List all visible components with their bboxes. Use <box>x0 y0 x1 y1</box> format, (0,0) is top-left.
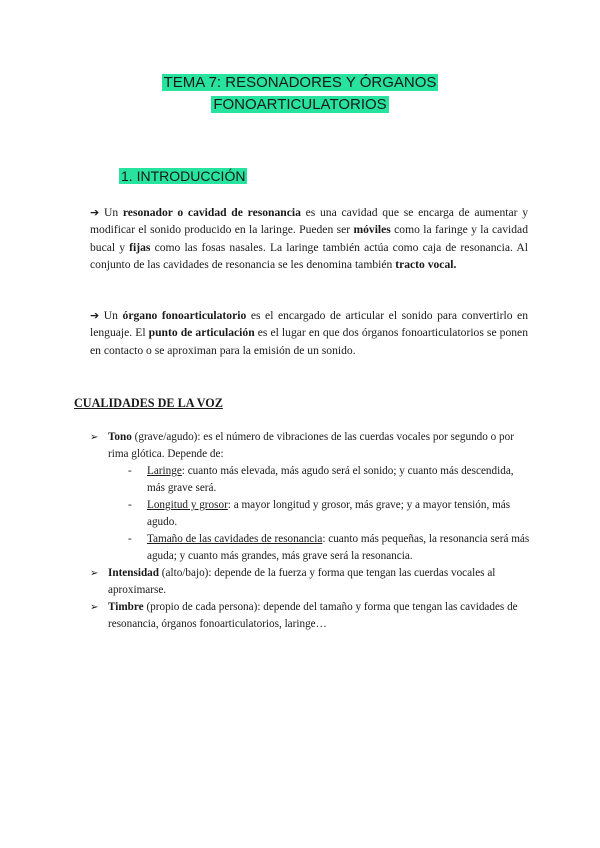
quality-description: (grave/agudo): es el número de vibraciones de las cuerdas vocales por segundo o por rima glótica. Depende de: <box>108 431 514 460</box>
bold-term: fijas <box>129 240 151 254</box>
text-segment: como la faringe y la cavidad bucal y <box>90 223 529 254</box>
bold-term: resonador o cavidad de resonancia <box>122 206 301 219</box>
sub-item-laringe <box>128 463 530 497</box>
bold-term: tracto vocal. <box>395 258 457 272</box>
quality-description: (alto/bajo): depende de la fuerza y forma que tengan las cuerdas vocales al aproximarse. <box>108 567 496 596</box>
text-segment: Un <box>103 309 123 322</box>
sub-description: : a mayor longitud y grosor, más grave; y a mayor tensión, más agudo. <box>147 499 511 528</box>
qualities-list <box>90 429 530 633</box>
bold-term: órgano fonoarticulatorio <box>122 309 247 322</box>
text-segment: Un <box>103 206 123 219</box>
title-line-1: TEMA 7: RESONADORES Y ÓRGANOS <box>163 74 437 91</box>
arrow-bullet-icon: ➔ <box>90 309 100 322</box>
sub-description: : cuanto más pequeñas, la resonancia será más aguda; y cuanto más grandes, más grave será la resonancia. <box>147 533 530 562</box>
dash-bullet: - <box>128 533 132 545</box>
document-title <box>0 72 600 116</box>
quality-term: Intensidad <box>108 567 159 579</box>
dash-bullet: - <box>128 499 132 511</box>
quality-term: Tono <box>108 431 132 443</box>
quality-description: (propio de cada persona): depende del tamaño y forma que tengan las cavidades de resonancia, órganos fonoarticulatorios, laringe… <box>108 601 518 630</box>
section-heading-text: 1. INTRODUCCIÓN <box>121 168 246 184</box>
list-item-tono <box>90 429 530 463</box>
arrowhead-bullet-icon: ➢ <box>90 432 99 443</box>
text-segment: es el lugar en que dos órganos fonoarticulatorios se ponen en contacto o se aproximan para la emisión de un sonido. <box>90 326 529 357</box>
sub-description: : cuanto más elevada, más agudo será el sonido; y cuanto más descendida, más grave será. <box>147 465 514 494</box>
arrowhead-bullet-icon: ➢ <box>90 568 99 579</box>
arrow-bullet-icon: ➔ <box>90 206 100 219</box>
list-item-timbre <box>90 599 530 633</box>
section-heading-cualidades: CUALIDADES DE LA VOZ <box>74 396 223 410</box>
intro-paragraph-organo <box>90 307 528 359</box>
text-segment: es una cavidad que se encarga de aumentar y modificar el sonido producido en la laringe. Pueden ser <box>90 206 528 237</box>
section-heading-introduccion <box>119 167 247 186</box>
dash-bullet: - <box>128 465 132 477</box>
title-line-2: FONOARTICULATORIOS <box>213 96 387 113</box>
sub-item-longitud <box>128 497 530 531</box>
text-segment: es el encargado de articular el sonido para convertirlo en lenguaje. El <box>90 309 528 340</box>
bold-term: móviles <box>353 223 391 237</box>
intro-paragraph-resonador <box>90 204 528 274</box>
sub-term: Longitud y grosor <box>147 499 228 511</box>
list-item-intensidad <box>90 565 530 599</box>
text-segment: como las fosas nasales. La laringe también actúa como caja de resonancia. Al conjunto de las cavidades de resonancia se les denomina también <box>90 240 528 272</box>
sub-item-cavidades <box>128 531 530 565</box>
quality-term: Timbre <box>108 601 144 613</box>
bold-term: punto de articulación <box>148 326 255 340</box>
sub-term: Laringe <box>147 465 182 477</box>
sub-term: Tamaño de las cavidades de resonancia <box>147 533 323 545</box>
arrowhead-bullet-icon: ➢ <box>90 602 99 613</box>
